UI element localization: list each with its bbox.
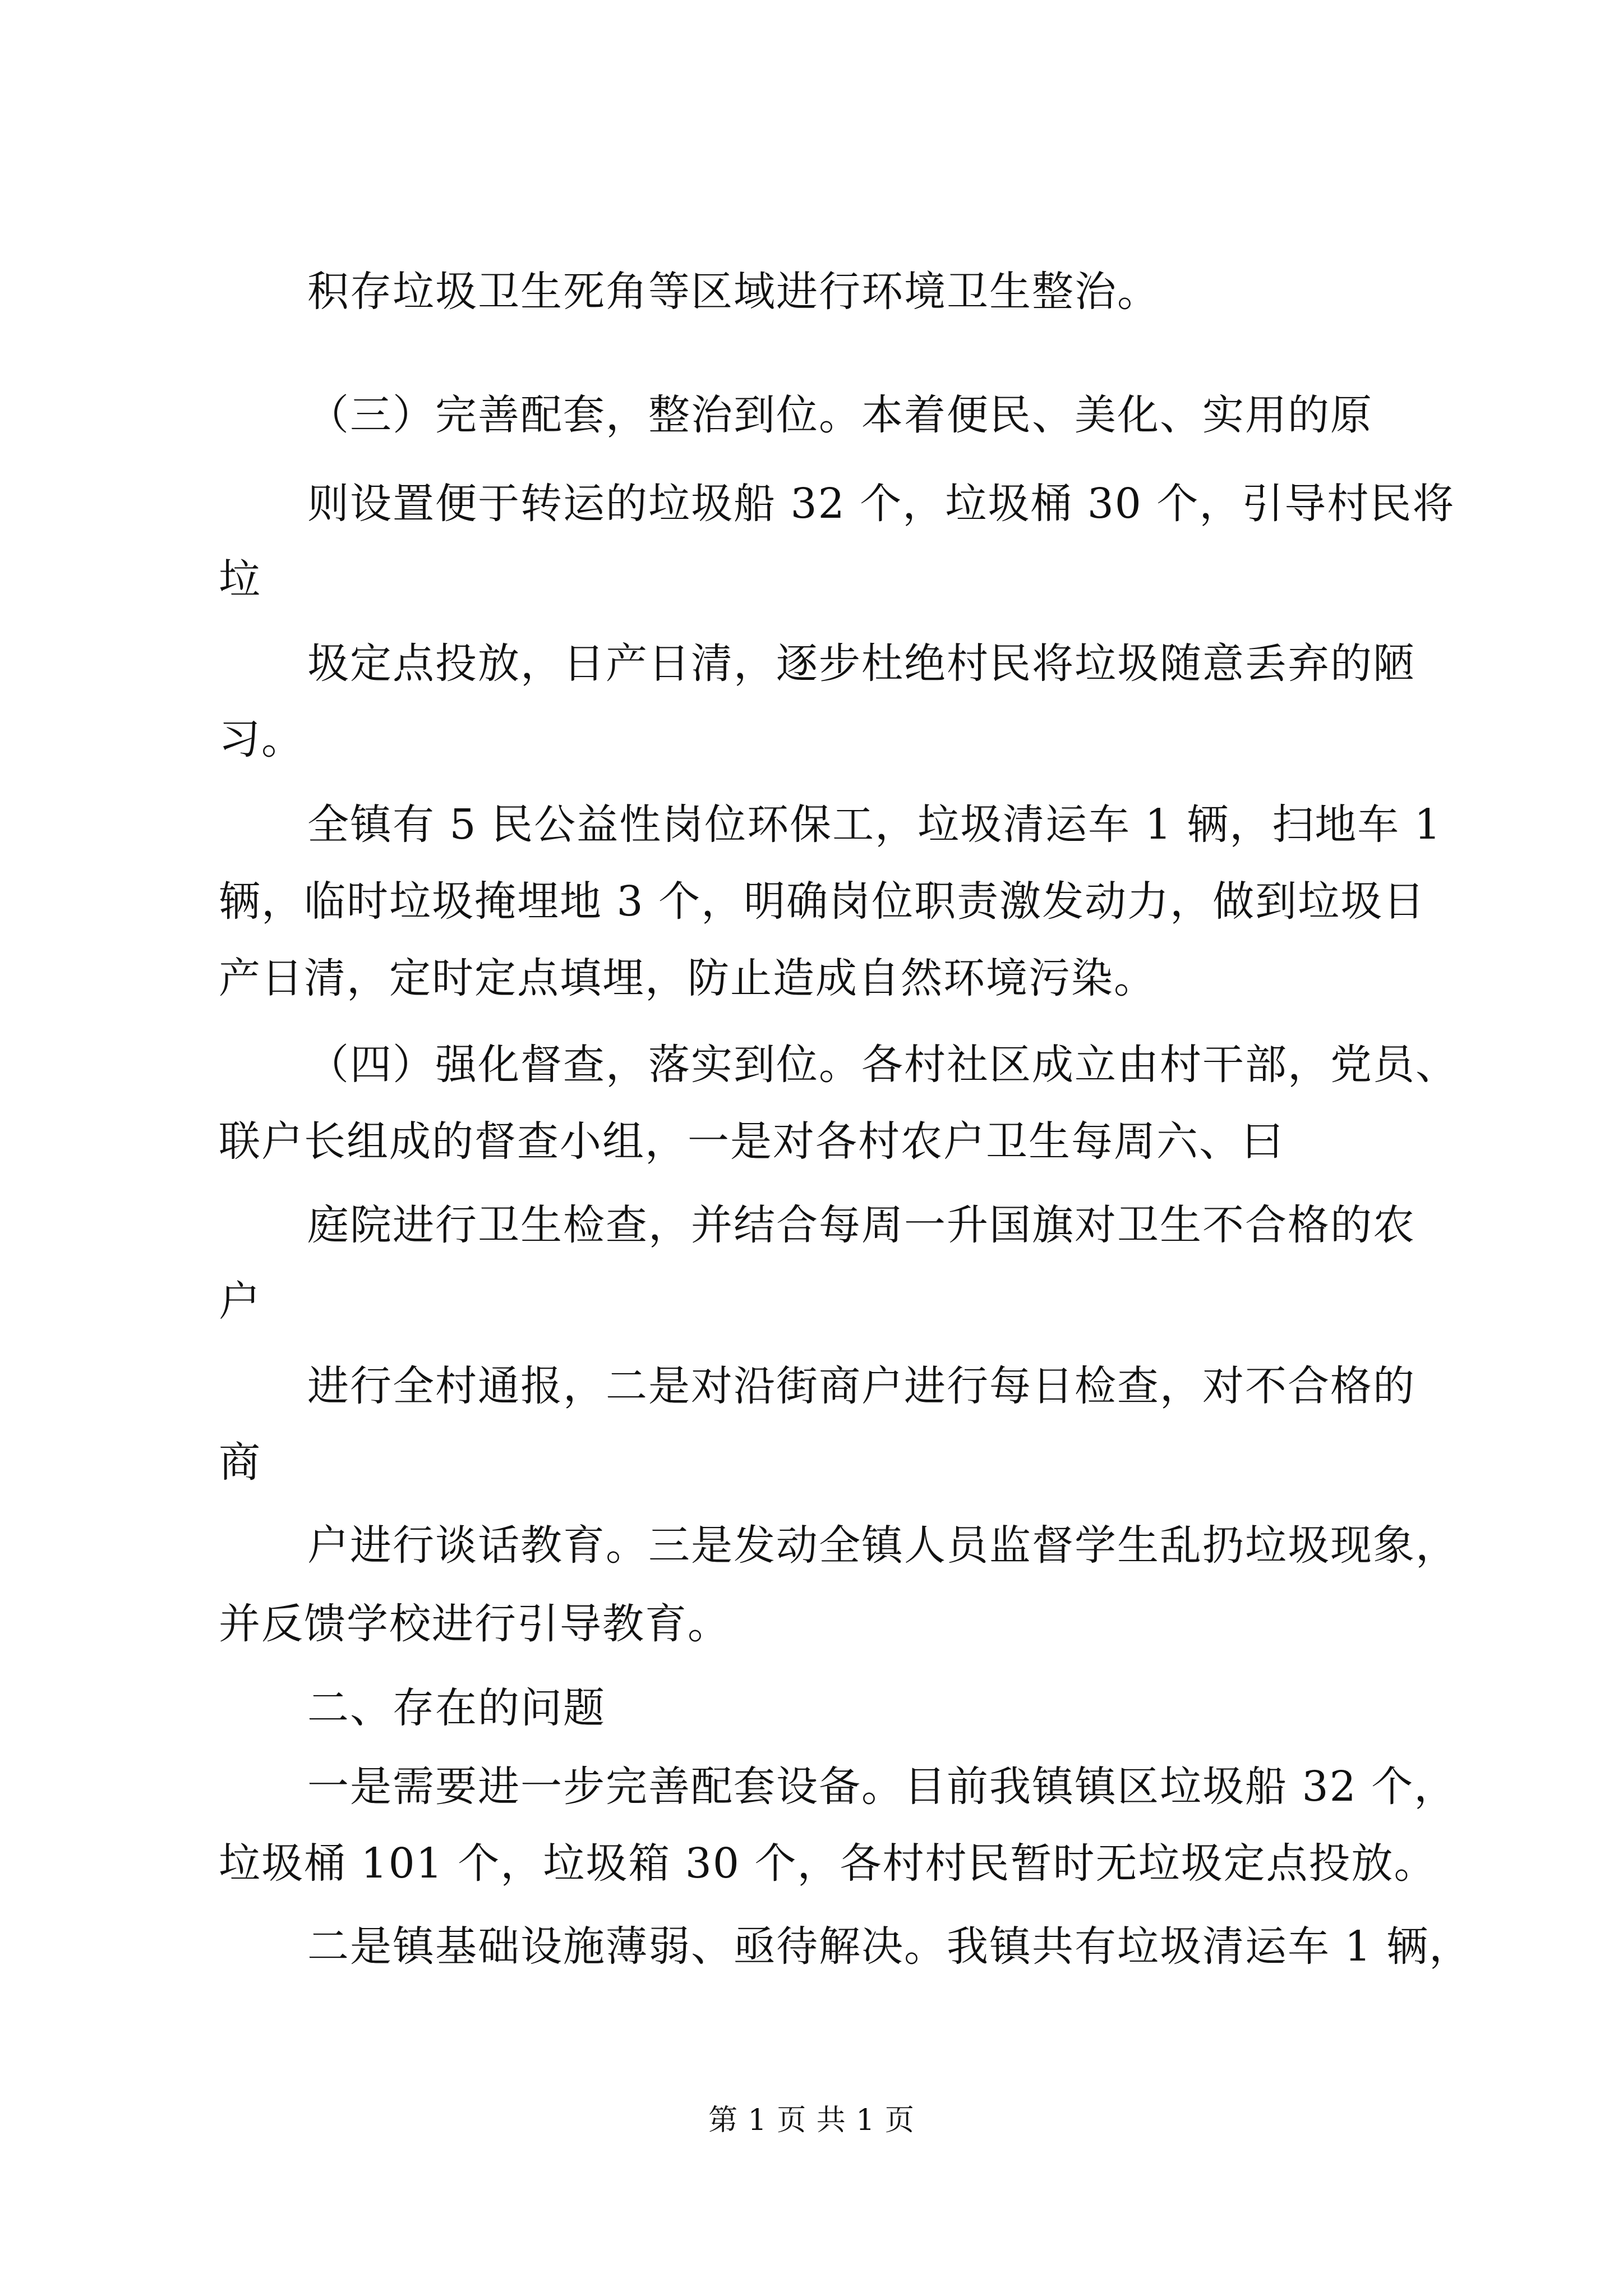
text-line: 并反馈学校进行引导教育。 bbox=[219, 1600, 730, 1648]
text-line: 垃 bbox=[219, 555, 261, 604]
text-line: 联户长组成的督查小组，一是对各村农户卫生每周六、曰 bbox=[219, 1117, 1284, 1166]
text-line: 则设置便于转运的垃圾船 32 个，垃圾桶 30 个，引导村民将 bbox=[307, 480, 1455, 528]
text-line: 产日清，定时定点填埋，防止造成自然环境污染。 bbox=[219, 954, 1156, 1002]
text-line: （三）完善配套，整治到位。本着便民、美化、实用的原 bbox=[307, 391, 1373, 439]
text-line: 户 bbox=[219, 1277, 261, 1326]
text-line: 户进行谈话教育。三是发动全镇人员监督学生乱扔垃圾现象， bbox=[307, 1521, 1458, 1570]
text-line: （四）强化督查，落实到位。各村社区成立由村干部，党员、 bbox=[307, 1041, 1458, 1089]
text-line: 圾定点投放，日产日清，逐步杜绝村民将垃圾随意丢弃的陋 bbox=[307, 639, 1415, 688]
text-line: 积存垃圾卫生死角等区域进行环境卫生整治。 bbox=[307, 268, 1160, 316]
text-line: 垃圾桶 101 个，垃圾箱 30 个，各村村民暂时无垃圾定点投放。 bbox=[219, 1839, 1437, 1888]
text-line: 商 bbox=[219, 1438, 261, 1487]
text-line: 进行全村通报，二是对沿街商户进行每日检查，对不合格的 bbox=[307, 1362, 1415, 1410]
text-line: 二、存在的问题 bbox=[307, 1684, 606, 1732]
text-line: 庭院进行卫生检查，并结合每周一升国旗对卫生不合格的农 bbox=[307, 1201, 1415, 1249]
page-number: 第 1 页 共 1 页 bbox=[708, 2104, 915, 2137]
text-line: 全镇有 5 民公益性岗位环保工，垃圾清运车 1 辆，扫地车 1 bbox=[307, 800, 1442, 849]
text-line: 辆，临时垃圾掩埋地 3 个，明确岗位职责激发动力，做到垃圾日 bbox=[219, 877, 1426, 926]
text-line: 二是镇基础设施薄弱、亟待解决。我镇共有垃圾清运车 1 辆， bbox=[307, 1922, 1472, 1971]
text-line: 一是需要进一步完善配套设备。目前我镇镇区垃圾船 32 个， bbox=[307, 1763, 1457, 1811]
text-line: 习。 bbox=[219, 715, 304, 763]
